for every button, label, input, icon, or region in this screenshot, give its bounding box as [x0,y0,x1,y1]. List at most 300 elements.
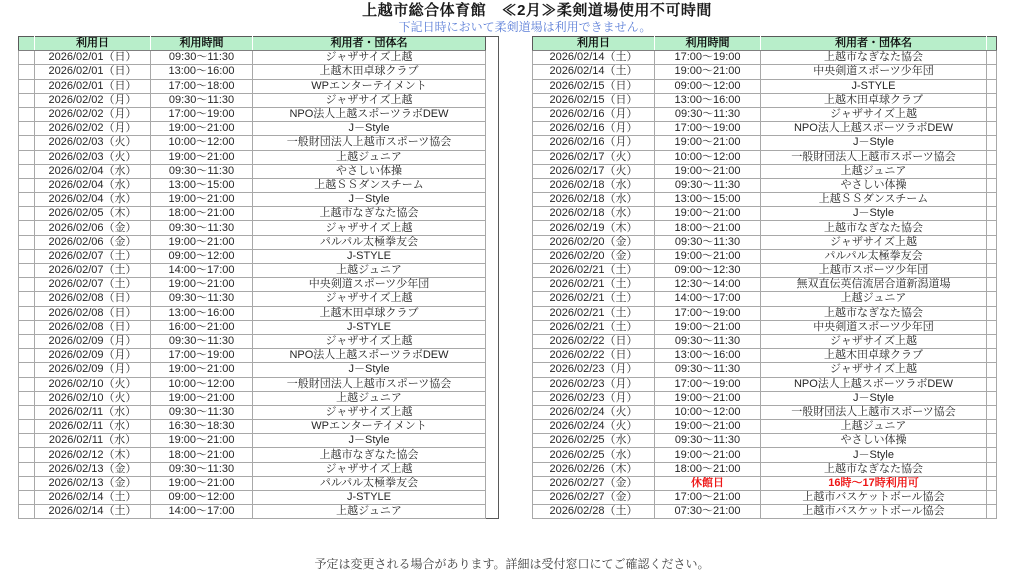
cell-date: 2026/02/25（水） [533,448,655,462]
table-row [533,363,997,377]
cell-date: 2026/02/12（木） [35,448,151,462]
cell-date: 2026/02/26（木） [533,462,655,476]
cell-group: 上越市スポーツ少年団 [761,264,987,278]
cell-group: 上越ジュニア [253,150,486,164]
cell-date: 2026/02/01（日） [35,51,151,65]
cell-date: 2026/02/23（月） [533,391,655,405]
header-row [19,37,499,51]
cell-date: 2026/02/17（火） [533,164,655,178]
cell-time: 19:00～21:00 [151,122,253,136]
spacer-cell [19,363,35,377]
cell-group: ジャザサイズ上越 [761,107,987,121]
cell-group: ジャザサイズ上越 [253,221,486,235]
cell-date: 2026/02/03（火） [35,150,151,164]
cell-time: 09:30～11:30 [151,51,253,65]
table-row [533,391,997,405]
cell-group: ジャザサイズ上越 [761,235,987,249]
cell-group: ジャザサイズ上越 [253,334,486,348]
cell-date: 2026/02/11（水） [35,405,151,419]
cell-time: 18:00～21:00 [151,448,253,462]
table-row [533,178,997,192]
cell-time: 19:00～21:00 [655,391,761,405]
cell-group: やさしい体操 [761,178,987,192]
spacer-cell [19,235,35,249]
cell-time: 14:00～17:00 [151,264,253,278]
table-row [19,235,499,249]
spacer-cell [987,448,997,462]
cell-time: 14:00～17:00 [655,292,761,306]
spacer-cell [19,377,35,391]
table-row [19,349,499,363]
cell-group: パルパル太極拳友会 [253,476,486,490]
table-row [533,278,997,292]
table-row [533,334,997,348]
cell-date: 2026/02/18（水） [533,193,655,207]
page-title: 上越市総合体育館 ≪2月≫柔剣道場使用不可時間 [362,2,712,19]
cell-date: 2026/02/16（月） [533,107,655,121]
spacer-cell [19,65,35,79]
cell-date: 2026/02/14（土） [35,505,151,519]
table-body-left [19,51,499,519]
table-row [533,420,997,434]
cell-group: 一般財団法人上越市スポーツ協会 [253,136,486,150]
table-row [19,391,499,405]
spacer-cell [19,122,35,136]
cell-group: 上越市なぎなた協会 [761,306,987,320]
cell-date: 2026/02/21（土） [533,264,655,278]
cell-time: 19:00～21:00 [151,434,253,448]
cell-time: 17:00～19:00 [655,306,761,320]
cell-date: 2026/02/02（月） [35,107,151,121]
table-row [533,107,997,121]
table-row [19,264,499,278]
spacer-cell [19,193,35,207]
spacer-cell [19,320,35,334]
spacer-cell [19,334,35,348]
cell-date: 2026/02/02（月） [35,122,151,136]
spacer-cell [987,164,997,178]
col-header-time: 利用時間 [655,37,761,51]
cell-date: 2026/02/16（月） [533,136,655,150]
cell-date: 2026/02/24（火） [533,405,655,419]
cell-date: 2026/02/22（日） [533,334,655,348]
col-header-date: 利用日 [35,37,151,51]
cell-date: 2026/02/03（火） [35,136,151,150]
cell-date: 2026/02/27（金） [533,476,655,490]
spacer-cell [987,434,997,448]
footer-note: 予定は変更される場合があります。詳細は受付窓口にてご確認ください。 [314,557,710,571]
header-spacer-cell [19,37,35,51]
cell-group: ジャザサイズ上越 [761,334,987,348]
cell-date: 2026/02/01（日） [35,65,151,79]
cell-date: 2026/02/07（土） [35,278,151,292]
cell-time: 17:00～19:00 [151,349,253,363]
spacer-cell [19,79,35,93]
spacer-cell [987,193,997,207]
spacer-cell [987,292,997,306]
spacer-cell [987,462,997,476]
table-row [533,505,997,519]
cell-time: 09:00～12:30 [655,264,761,278]
cell-date: 2026/02/28（土） [533,505,655,519]
cell-group: 16時～17時利用可 [761,476,987,490]
cell-time: 10:00～12:00 [655,405,761,419]
table-row [533,448,997,462]
cell-time: 13:00～16:00 [655,349,761,363]
cell-time: 13:00～16:00 [151,306,253,320]
cell-time: 19:00～21:00 [655,65,761,79]
cell-date: 2026/02/23（月） [533,377,655,391]
spacer-cell [987,107,997,121]
cell-group: 上越ＳＳダンスチーム [761,193,987,207]
spacer-cell [987,235,997,249]
page-header [0,2,1024,34]
cell-date: 2026/02/07（土） [35,249,151,263]
spacer-cell [19,107,35,121]
table-row [19,136,499,150]
cell-group: ジャザサイズ上越 [253,405,486,419]
cell-date: 2026/02/14（土） [533,65,655,79]
table-row [19,448,499,462]
spacer-cell [19,136,35,150]
table-row [19,65,499,79]
cell-group: 中央剣道スポーツ少年団 [253,278,486,292]
cell-group: J－Style [253,363,486,377]
cell-group: 上越市なぎなた協会 [253,448,486,462]
spacer-cell [987,221,997,235]
table-row [19,491,499,505]
cell-time: 14:00～17:00 [151,505,253,519]
header-row [533,37,997,51]
spacer-cell [19,249,35,263]
table-row [533,405,997,419]
table-row [19,462,499,476]
cell-date: 2026/02/06（金） [35,221,151,235]
cell-group: 無双直伝英信流居合道新潟道場 [761,278,987,292]
cell-date: 2026/02/18（水） [533,207,655,221]
cell-group: パルパル太極拳友会 [253,235,486,249]
spacer-cell [987,278,997,292]
cell-time: 10:00～12:00 [151,377,253,391]
table-row [533,434,997,448]
spacer-cell [987,405,997,419]
spacer-cell [987,65,997,79]
table-row [19,51,499,65]
spacer-cell [987,136,997,150]
unavailable-schedule-table-left [18,36,499,519]
cell-time: 09:30～11:30 [151,292,253,306]
cell-date: 2026/02/21（土） [533,292,655,306]
cell-time: 13:00～16:00 [655,93,761,107]
table-row [533,235,997,249]
cell-time: 18:00～21:00 [655,221,761,235]
cell-group: WPエンターテイメント [253,420,486,434]
cell-time: 19:00～21:00 [151,363,253,377]
table-row [19,221,499,235]
cell-date: 2026/02/10（火） [35,391,151,405]
cell-group: 一般財団法人上越市スポーツ協会 [253,377,486,391]
cell-time: 09:00～12:00 [655,79,761,93]
cell-group: 上越ジュニア [253,505,486,519]
table-row [533,476,997,490]
cell-time: 10:00～12:00 [655,150,761,164]
cell-group: やさしい体操 [761,434,987,448]
spacer-cell [987,306,997,320]
spacer-cell [987,79,997,93]
cell-group: 上越木田卓球クラブ [761,93,987,107]
table-row [533,292,997,306]
spacer-cell [987,476,997,490]
cell-group: 上越ジュニア [761,292,987,306]
cell-time: 16:30～18:30 [151,420,253,434]
table-row [533,122,997,136]
table-row [19,377,499,391]
cell-group: J-STYLE [253,320,486,334]
cell-time: 09:30～11:30 [655,178,761,192]
col-header-time: 利用時間 [151,37,253,51]
table-row [19,79,499,93]
cell-time: 19:00～21:00 [151,391,253,405]
table-row [19,178,499,192]
cell-group: 上越木田卓球クラブ [253,65,486,79]
table-row [19,420,499,434]
cell-date: 2026/02/11（水） [35,434,151,448]
cell-date: 2026/02/27（金） [533,491,655,505]
cell-date: 2026/02/08（日） [35,306,151,320]
cell-time: 休館日 [655,476,761,490]
table-row [533,65,997,79]
cell-group: 上越市バスケットボール協会 [761,491,987,505]
spacer-cell [987,264,997,278]
cell-date: 2026/02/10（火） [35,377,151,391]
spacer-cell [987,51,997,65]
cell-group: 上越ジュニア [253,264,486,278]
spacer-cell [987,334,997,348]
table-row [19,150,499,164]
spacer-cell [987,491,997,505]
cell-date: 2026/02/17（火） [533,150,655,164]
cell-time: 17:00～19:00 [151,107,253,121]
spacer-cell [19,420,35,434]
cell-date: 2026/02/11（水） [35,420,151,434]
cell-group: パルパル太極拳友会 [761,249,987,263]
cell-time: 19:00～21:00 [151,235,253,249]
table-row [19,278,499,292]
cell-date: 2026/02/14（土） [533,51,655,65]
cell-group: ジャザサイズ上越 [253,462,486,476]
table-row [533,377,997,391]
cell-group: 中央剣道スポーツ少年団 [761,65,987,79]
spacer-cell [987,377,997,391]
cell-group: ジャザサイズ上越 [253,93,486,107]
cell-date: 2026/02/25（水） [533,434,655,448]
cell-date: 2026/02/20（金） [533,249,655,263]
cell-group: J－Style [761,136,987,150]
spacer-cell [987,150,997,164]
table-row [19,434,499,448]
table-row [19,207,499,221]
spacer-cell [19,278,35,292]
spacer-cell [19,292,35,306]
spacer-cell [19,178,35,192]
cell-date: 2026/02/16（月） [533,122,655,136]
spacer-cell [987,505,997,519]
cell-group: NPO法人上越スポーツラボDEW [253,107,486,121]
cell-time: 09:30～11:30 [151,334,253,348]
cell-date: 2026/02/15（日） [533,79,655,93]
cell-time: 09:30～11:30 [151,405,253,419]
table-row [533,349,997,363]
cell-time: 09:00～12:00 [151,491,253,505]
spacer-cell [19,405,35,419]
spacer-cell [19,306,35,320]
cell-group: 上越市なぎなた協会 [761,221,987,235]
cell-time: 09:30～11:30 [655,235,761,249]
cell-group: 上越ジュニア [761,164,987,178]
table-body-right [533,51,997,519]
spacer-cell [987,178,997,192]
cell-group: J－Style [253,193,486,207]
cell-time: 09:30～11:30 [151,164,253,178]
spacer-cell [987,122,997,136]
table-row [19,476,499,490]
cell-date: 2026/02/09（月） [35,349,151,363]
cell-group: J－Style [761,448,987,462]
cell-date: 2026/02/18（水） [533,178,655,192]
cell-time: 16:00～21:00 [151,320,253,334]
cell-time: 17:00～18:00 [151,79,253,93]
cell-time: 13:00～16:00 [151,65,253,79]
cell-time: 09:30～11:30 [655,334,761,348]
cell-time: 17:00～21:00 [655,491,761,505]
spacer-cell [19,476,35,490]
cell-group: J-STYLE [761,79,987,93]
cell-group: 一般財団法人上越市スポーツ協会 [761,405,987,419]
cell-date: 2026/02/01（日） [35,79,151,93]
table-row [533,320,997,334]
spacer-cell [19,349,35,363]
table-row [19,505,499,519]
spacer-cell [19,505,35,519]
cell-date: 2026/02/21（土） [533,306,655,320]
table-row [533,164,997,178]
cell-group: NPO法人上越スポーツラボDEW [761,122,987,136]
cell-group: J－Style [253,434,486,448]
cell-time: 17:00～19:00 [655,122,761,136]
cell-group: 上越市なぎなた協会 [253,207,486,221]
cell-group: 一般財団法人上越市スポーツ協会 [761,150,987,164]
table-row [533,79,997,93]
table-row [19,93,499,107]
cell-date: 2026/02/13（金） [35,462,151,476]
cell-time: 19:00～21:00 [655,320,761,334]
spacer-cell [19,221,35,235]
spacer-cell [987,249,997,263]
spacer-cell [19,93,35,107]
unavailable-schedule-table-right [532,36,997,519]
table-row [533,306,997,320]
cell-time: 09:30～11:30 [151,221,253,235]
cell-time: 19:00～21:00 [655,420,761,434]
cell-group: J－Style [253,122,486,136]
table-row [19,122,499,136]
table-row [533,93,997,107]
spacer-cell [19,264,35,278]
cell-date: 2026/02/24（火） [533,420,655,434]
spacer-cell [19,164,35,178]
spacer-cell [19,207,35,221]
cell-date: 2026/02/08（日） [35,292,151,306]
cell-group: J-STYLE [253,491,486,505]
cell-time: 19:00～21:00 [655,249,761,263]
cell-group: ジャザサイズ上越 [253,292,486,306]
spacer-cell [987,349,997,363]
cell-date: 2026/02/02（月） [35,93,151,107]
cell-time: 13:00～15:00 [151,178,253,192]
cell-group: J-STYLE [253,249,486,263]
table-row [533,193,997,207]
spacer-cell [987,420,997,434]
cell-time: 09:30～11:30 [151,462,253,476]
cell-group: ジャザサイズ上越 [761,363,987,377]
cell-time: 19:00～21:00 [151,476,253,490]
cell-date: 2026/02/04（水） [35,164,151,178]
cell-date: 2026/02/04（水） [35,193,151,207]
cell-date: 2026/02/08（日） [35,320,151,334]
table-row [533,264,997,278]
cell-group: J－Style [761,391,987,405]
cell-group: 上越ＳＳダンスチーム [253,178,486,192]
cell-group: WPエンターテイメント [253,79,486,93]
table-row [533,207,997,221]
cell-time: 13:00～15:00 [655,193,761,207]
table-row [19,249,499,263]
cell-group: 上越ジュニア [761,420,987,434]
cell-time: 09:30～11:30 [655,434,761,448]
spacer-cell [987,363,997,377]
cell-time: 10:00～12:00 [151,136,253,150]
cell-date: 2026/02/20（金） [533,235,655,249]
spacer-cell [19,462,35,476]
cell-time: 09:00～12:00 [151,249,253,263]
spacer-cell [19,434,35,448]
cell-group: やさしい体操 [253,164,486,178]
table-row [19,292,499,306]
cell-date: 2026/02/05（木） [35,207,151,221]
cell-time: 18:00～21:00 [151,207,253,221]
cell-date: 2026/02/21（土） [533,278,655,292]
spacer-cell [19,448,35,462]
cell-time: 19:00～21:00 [655,448,761,462]
col-header-group: 利用者・団体名 [761,37,987,51]
header-spacer-cell [987,37,997,51]
spacer-cell [19,51,35,65]
page-subtitle: 下記日時において柔剣道場は利用できません。 [398,20,652,34]
cell-date: 2026/02/09（月） [35,334,151,348]
cell-time: 17:00～19:00 [655,377,761,391]
cell-time: 09:30～11:30 [655,363,761,377]
table-row [19,193,499,207]
cell-date: 2026/02/09（月） [35,363,151,377]
cell-time: 19:00～21:00 [655,207,761,221]
cell-date: 2026/02/15（日） [533,93,655,107]
cell-group: 上越市なぎなた協会 [761,51,987,65]
cell-group: NPO法人上越スポーツラボDEW [761,377,987,391]
cell-date: 2026/02/06（金） [35,235,151,249]
spacer-cell [19,491,35,505]
spacer-cell [987,207,997,221]
cell-group: 上越市バスケットボール協会 [761,505,987,519]
